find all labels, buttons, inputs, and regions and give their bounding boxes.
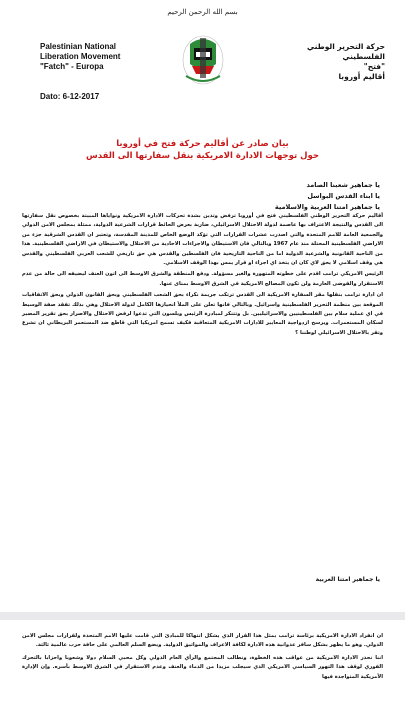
document-page-2 [0, 620, 405, 720]
closing-line: يا جماهير امتنا العربية [315, 576, 380, 583]
statement-body-page-2 [22, 632, 383, 685]
org-line-3: "Fatch" - Europa [40, 62, 104, 71]
body-paragraph: أقاليم حركة التحرير الوطني الفلسطيني فتح في أوروبا ترفض وتدين بشدة تحركات الادارة الامريكية ونواياها المبيتة بخصوص نقل سفارتها الى القدس والنتيجة الاعتراف بها عاصمة لدولة الاحتلال الاسرائيلي، ضاربة بعرض الحائط قرارات الشرعية الدولية، ممثلة بمجلس الامن الدولي والجمعية العامة للامم المتحدة والتي اصدرت عشرات القرارات التي تؤكد الوضع الخاص للمدينة المقدسة، وتعتبر ان القدس الشرقية جزء من الاراضي الفلسطينية المحتلة منذ عام 1967 وبالتالي فان الاستيطان والاجراءات الاحادية من الاحتلال والاستيطان في الاراضي الفلسطينية. هذا من الناحية القانونية والشرعية الدولية اما من الناحية التاريخية فان الفلسطين والقدس هي حق تاريخي للشعب العربي الفلسطيني والقدس هي وقف اسلامي لا يحق لاي كان ان يتخذ اي اجراء او قرار يمس بهذا الوقف الاسلامي. [22, 213, 383, 267]
statement-body [22, 212, 383, 340]
salutation-line-2: يا ابناء القدس البواسل [307, 192, 380, 200]
ar-org-line-2: "فتح" [363, 62, 385, 71]
org-line-1: Palestinian National [40, 42, 117, 51]
document-date: Dato: 6-12-2017 [40, 92, 100, 101]
salutation-line-1: يا جماهير شعبنا الصامد [306, 181, 380, 189]
statement-title [0, 138, 405, 162]
body-paragraph: اننا نحذر الادارة الامريكية من عواقب هذه الخطوة، ونطالب المجتمع والرأي العام الدولي وكل محبي السلام دولا وشعوبا واحزابا بالتحرك الفوري لوقف هذا التهور السياسي الامريكي الذي سيجلب مزيدا من الدماء والعنف وعدم الاستقرار في الشرق الاوسط بأسره. وإن الإدارة الأمريكية المتواجدة فيها [22, 654, 383, 680]
body-paragraph: الرئيس الامريكي ترامب اقدم على خطوته المتهورة والغير مسؤولة. ودفع المنطقة والشرق الاوسط الى اتون العنف ليضيفه الى حالة من عدم الاستقرار والفوضى العارمة ولن تكون المصالح الامريكية في الشرق الاوسط بمناى عنها. [22, 271, 383, 287]
salutation-line-3: يا جماهير امتنا العربية والاسلامية [274, 203, 380, 211]
basmala: بسم الله الرحمن الرحيم [167, 8, 238, 16]
salutation [275, 180, 380, 213]
ar-org-line-3: أقاليم أوروبا [338, 72, 385, 81]
org-line-2: Liberation Movement [40, 52, 121, 61]
body-paragraph: ان انفراد الادارة الامريكية برئاسة ترامب بمثل هذا القرار الذي يشكل انتهاكا للمبادئ التي قامت عليها الامم المتحدة ولقرارات مجلس الامن الدولي. وهو ما يظهر بشكل سافر عدوانية هذه الادارة لكافة الاعراف والمواثيق الدولية. ويضع السلم العالمي على حافة حرب عالمية ثالثة. [22, 633, 383, 649]
ar-org-line-1: حركة التحرير الوطني الفلسطيني [306, 42, 385, 61]
header-arabic-org [265, 42, 385, 82]
title-line-2: حول توجهات الادارة الامريكية بنقل سفارتها الى القدس [85, 151, 319, 161]
body-paragraph: ان ادارة ترامب بنقلها مقر السفارة الامريكية الى القدس ترتكب جريمة نكراء بحق الشعب الفلسطيني وبحق القانون الدولي وبحق الاتفاقيات الموقعة بين منظمة التحرير الفلسطينية واسرائيل. وبالتالي فانها تعلن على الملأ انحيازها الكامل لدولة الاحتلال وهي بذلك تفقد صفة الوسيط في اي عملية سلام بين الفلسطينيين والاسرائيليين. بل وتتنكر لمبادرة الرئيس ويلسون التي تدعوا لرفض الاحتلال والاصرار بحق تقرير المصير لسكان المستعمرات. ويرسخ ازدواجية المعايير للادارات الامريكية المتعاقبة فكيف تسمح امريكيا التي قاطع ضد المستعمر البريطاني ان تشرع وتقر بالاحتلال الاسرائيلي لوطننا ؟ [22, 292, 383, 336]
title-line-1: بيان صادر عن أقاليم حركة فتح في أوروبا [116, 139, 289, 149]
fatah-logo [176, 30, 230, 90]
header-english-org [40, 42, 150, 72]
